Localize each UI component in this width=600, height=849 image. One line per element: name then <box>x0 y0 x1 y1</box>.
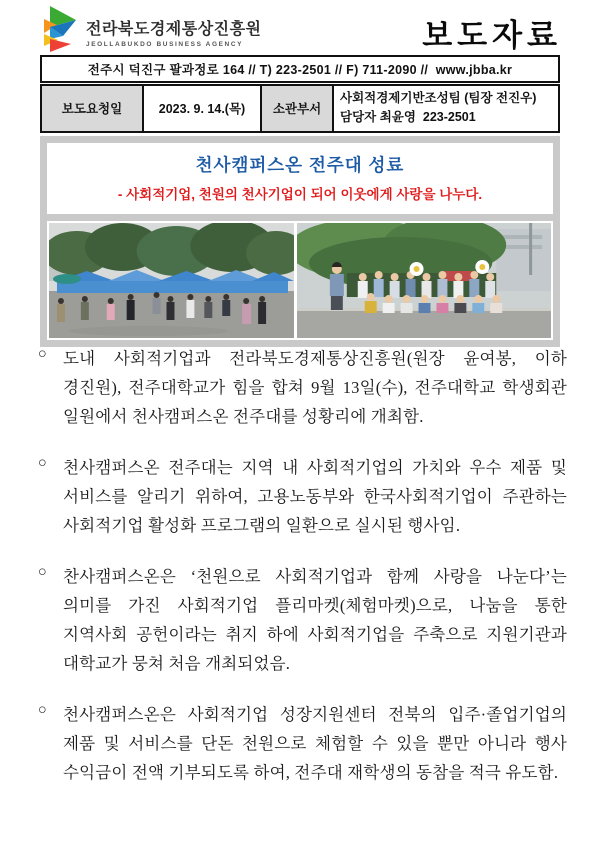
info-table-row <box>41 85 559 132</box>
headline-block <box>47 143 553 214</box>
doc-type-title: 보도자료 <box>422 18 562 53</box>
paragraph-3 <box>38 562 567 678</box>
paragraph-1 <box>38 344 567 431</box>
headline-subtitle: - 사회적기업, 천원의 천사기업이 되어 이웃에게 사랑을 나누다. <box>117 187 483 202</box>
event-photo-group <box>297 223 551 338</box>
department-line1: 사회적경제기반조성팀 (팀장 전진우) <box>340 91 537 105</box>
agency-name-block <box>86 10 262 48</box>
department-line2: 담당자 최윤영 223-2501 <box>340 110 476 125</box>
bullet-marker: ○ <box>38 346 47 362</box>
paragraph-2 <box>38 453 567 540</box>
agency-logo-block <box>42 6 262 52</box>
bullet-marker: ○ <box>38 702 47 719</box>
body-text <box>38 344 567 809</box>
info-table <box>40 84 560 133</box>
request-date-value: 2023. 9. 14.(목) <box>143 85 261 132</box>
department-label: 소관부서 <box>261 85 333 132</box>
headline-photo-frame <box>40 136 560 347</box>
agency-name: 전라북도경제통상진흥원 <box>86 21 262 38</box>
department-value <box>333 85 559 132</box>
bullet-marker: ○ <box>38 564 47 581</box>
masthead <box>42 6 562 54</box>
event-photo-booths <box>49 223 294 338</box>
paragraph-text: 천사캠퍼스온 전주대는 지역 내 사회적기업의 가치와 우수 제품 및 서비스를 알리기 위하여, 고용노동부와 한국사회적기업이 주관하는 사회적기업 활성화 프로그램의 일환으로 실시된 행사임. <box>63 458 567 536</box>
agency-name-en: JEOLLABUKDO BUSINESS AGENCY <box>86 41 244 48</box>
contact-bar: 전주시 덕진구 팔과정로 164 // T) 223-2501 // F) 711-2090 // www.jbba.kr <box>40 55 560 83</box>
agency-logo-icon <box>42 6 80 52</box>
headline-title: 천사캠퍼스온 전주대 성료 <box>195 155 405 175</box>
paragraph-text: 찬사캠퍼스온은 ‘천원으로 사회적기업과 함께 사랑을 나눈다’는 의미를 가진 사회적기업 플리마켓(체험마켓)으로, 나눔을 통한 지역사회 공헌이라는 취지 하에 사회적기업을 주축으로 지원기관과 대학교가 뭉쳐 처음 개최되었음. <box>63 567 567 674</box>
bullet-marker: ○ <box>38 455 47 472</box>
paragraph-4 <box>38 700 567 787</box>
request-date-label: 보도요청일 <box>41 85 143 132</box>
frame-divider <box>47 214 553 221</box>
paragraph-text: 도내 사회적기업과 전라북도경제통상진흥원(원장 윤여봉, 이하 경진원), 전주대학교가 힘을 합쳐 9월 13일(수), 전주대학교 학생회관 일원에서 천사캠퍼스온 전주대를 성황리에 개최함. <box>63 349 567 427</box>
event-photos <box>47 221 553 340</box>
paragraph-text: 천사캠퍼스온은 사회적기업 성장지원센터 전북의 입주·졸업기업의 제품 및 서비스를 단돈 천원으로 체험할 수 있을 뿐만 아니라 행사 수익금이 전액 기부되도록 하여, 전주대 재학생의 동참을 적극 유도함. <box>63 705 567 783</box>
